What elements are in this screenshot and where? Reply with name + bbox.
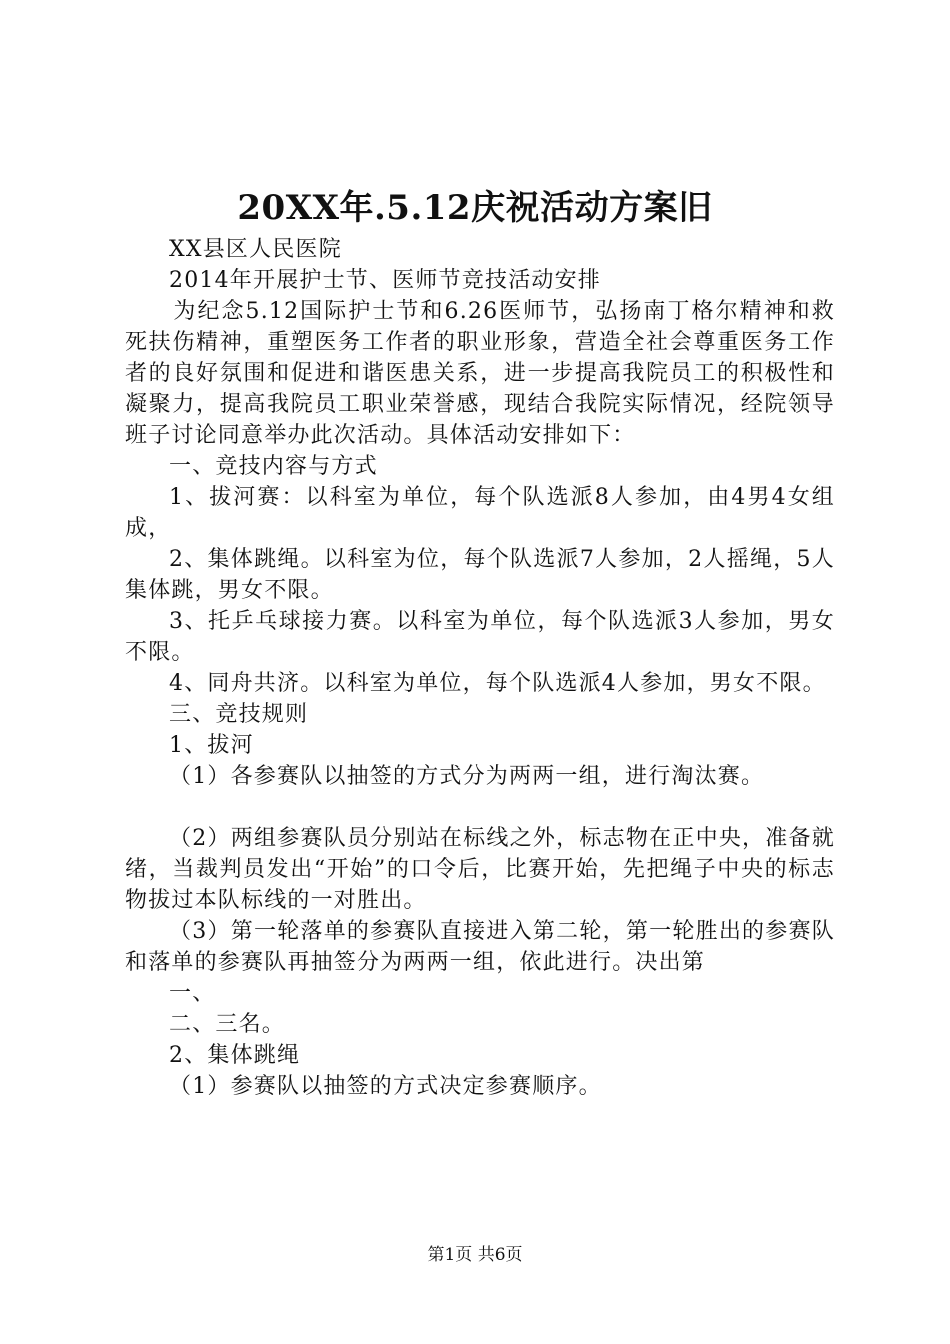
paragraph-hospital: XX县区人民医院 xyxy=(169,237,342,262)
paragraph-section-3: 三、竞技规则 xyxy=(169,702,309,727)
paragraph-rule-1-3: （3）第一轮落单的参赛队直接进入第二轮，第一轮胜出的参赛队和落单的参赛队再抽签分为两两一组，依此进行。决出第 xyxy=(125,919,835,975)
page-number-footer: 第1页 共6页 xyxy=(427,1245,523,1265)
paragraph-rank-2: 二、三名。 xyxy=(169,1012,286,1037)
paragraph-intro: 为纪念5.12国际护士节和6.26医师节，弘扬南丁格尔精神和救死扶伤精神，重塑医务工作者的职业形象，营造全社会尊重医务工作者的良好氛围和促进和谐医患关系，进一步提高我院员工的积极性和凝聚力，提高我院员工职业荣誉感，现结合我院实际情况，经院领导班子讨论同意举办此次活动。具体活动安排如下： xyxy=(125,299,835,448)
paragraph-rule-1-1: （1）各参赛队以抽签的方式分为两两一组，进行淘汰赛。 xyxy=(169,764,765,789)
paragraph-item-1: 1、拔河赛：以科室为单位，每个队选派8人参加，由4男4女组成， xyxy=(125,485,835,541)
paragraph-rank-1: 一、 xyxy=(169,981,216,1006)
document-body xyxy=(125,234,835,1102)
paragraph-rule-1: 1、拔河 xyxy=(169,733,254,758)
paragraph-rule-1-2: （2）两组参赛队员分别站在标线之外，标志物在正中央，准备就绪，当裁判员发出“开始”的口令后，比赛开始，先把绳子中央的标志物拔过本队标线的一对胜出。 xyxy=(125,826,835,913)
paragraph-item-4: 4、同舟共济。以科室为单位，每个队选派4人参加，男女不限。 xyxy=(169,671,826,696)
paragraph-item-3: 3、托乒乓球接力赛。以科室为单位，每个队选派3人参加，男女不限。 xyxy=(125,609,835,665)
paragraph-gap xyxy=(125,792,835,823)
paragraph-rule-2: 2、集体跳绳 xyxy=(169,1043,301,1068)
paragraph-rule-2-1: （1）参赛队以抽签的方式决定参赛顺序。 xyxy=(169,1074,602,1099)
paragraph-item-2: 2、集体跳绳。以科室为位，每个队选派7人参加，2人摇绳，5人集体跳，男女不限。 xyxy=(125,547,835,603)
document-title: 20XX年.5.12庆祝活动方案旧 xyxy=(237,188,713,228)
paragraph-section-1: 一、竞技内容与方式 xyxy=(169,454,378,479)
paragraph-subtitle: 2014年开展护士节、医师节竞技活动安排 xyxy=(169,268,601,293)
